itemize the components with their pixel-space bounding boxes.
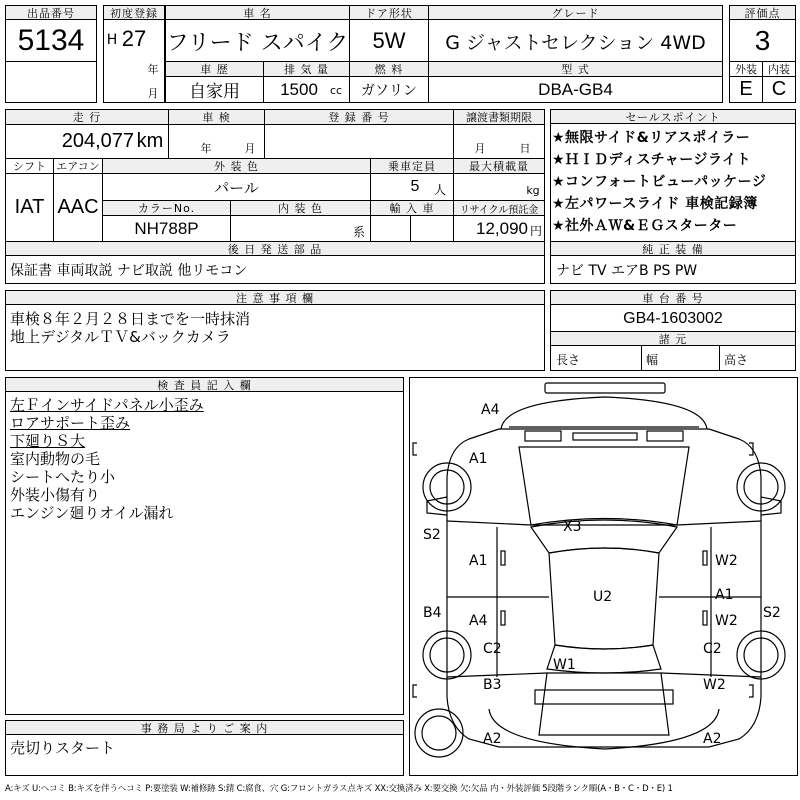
damage-mark: A1: [469, 553, 488, 569]
door-type: 5W: [372, 28, 406, 53]
genuine-label: 純 正 装 備: [551, 242, 795, 256]
shift: IAT: [14, 196, 45, 218]
damage-mark: U2: [593, 589, 613, 605]
history-label: 車 歴: [166, 62, 263, 76]
damage-mark: B4: [423, 605, 442, 621]
intcolor-label: 内 装 色: [231, 201, 370, 215]
damage-mark: S2: [763, 605, 781, 621]
dims-width: 幅: [646, 352, 659, 367]
ext-score: E: [739, 78, 753, 100]
reg-year: 27: [121, 26, 147, 51]
mileage-unit: km: [136, 129, 164, 152]
model-label: 型 式: [429, 62, 722, 76]
regdate-label: 初度登録: [104, 6, 164, 20]
grade: G ジャストセレクション 4WD: [445, 31, 706, 54]
note-line: 地上デジタルＴＶ&バックカメラ: [10, 328, 231, 346]
genuine-text: ナビ TV エアB PS PW: [556, 263, 698, 279]
inspector-line: 左Ｆインサイドパネル小歪み: [10, 396, 204, 414]
load-unit: kg: [526, 183, 540, 197]
note-line: 車検８年２月２８日までを一時抹消: [10, 310, 251, 328]
later-label: 後 日 発 送 部 品: [6, 242, 544, 256]
capacity: 5: [410, 178, 420, 195]
car-damage-diagram: [409, 377, 798, 776]
int-label: 内装: [768, 63, 790, 76]
fuel-label: 燃 料: [350, 62, 428, 76]
inspector-label: 検 査 員 記 入 欄: [6, 378, 403, 392]
inspect-month-unit: 月: [244, 142, 256, 155]
score: 3: [754, 25, 771, 56]
damage-mark: B3: [483, 677, 502, 693]
sales-label: セールスポイント: [551, 110, 795, 124]
later-text: 保証書 車両取説 ナビ取説 他リモコン: [10, 263, 248, 279]
inspector-line: 室内動物の毛: [10, 450, 101, 468]
damage-mark: A2: [483, 731, 502, 747]
notes-label: 注 意 事 項 欄: [6, 291, 544, 305]
recycle-label: リサイクル預託金: [454, 201, 544, 215]
era: H: [106, 32, 118, 48]
disp-label: 排 気 量: [264, 62, 349, 76]
sales-point: ★コンフォートビューパッケージ: [552, 174, 767, 190]
car-label: 車 名: [166, 6, 349, 20]
office-label: 事 務 局 よ り ご 案 内: [6, 721, 403, 735]
model-code: DBA-GB4: [538, 79, 613, 99]
legend: A:キズ U:ヘコミ B:キズを伴うヘコミ P:要塗装 W:補修跡 S:錆 C:腐食、穴 G:フロントガラス点キズ XX:交換済み X:要交換 欠:欠品 内・外装評価 5段階ランク順(A・B・C・D・E) 1: [5, 784, 673, 794]
damage-mark: A4: [481, 402, 500, 418]
inspector-line: エンジン廻りオイル漏れ: [10, 504, 174, 522]
inspector-lines: [10, 396, 204, 522]
inspect-year-unit: 年: [200, 142, 212, 155]
ext-label: 外装: [735, 63, 757, 76]
inspector-line: 下廻りＳ大: [10, 432, 86, 450]
damage-mark: C2: [483, 641, 502, 657]
sales-point: ★ＨＩＤディスチャージライト: [552, 152, 752, 168]
damage-mark: A4: [469, 613, 488, 629]
damage-mark: W2: [715, 613, 738, 629]
damage-mark: S2: [423, 527, 441, 543]
fuel: ガソリン: [361, 82, 417, 99]
color-label: 外 装 色: [103, 159, 370, 173]
recycle-unit: 円: [529, 223, 542, 238]
color-number: NH788P: [134, 218, 199, 238]
capacity-unit: 人: [433, 182, 446, 197]
damage-mark: W2: [703, 677, 726, 693]
inspector-line: ロアサポート歪み: [10, 414, 131, 432]
damage-mark: C2: [703, 641, 722, 657]
dims-label: 諸 元: [551, 332, 795, 346]
recycle-fee: 12,090: [476, 219, 528, 238]
plate-label: 登 録 番 号: [265, 110, 453, 124]
damage-mark: X3: [563, 519, 582, 535]
sales-point: ★無限サイド&リアスポイラー: [552, 130, 751, 146]
damage-mark: A1: [469, 451, 488, 467]
history: 自家用: [189, 82, 240, 102]
damage-mark: A1: [715, 587, 734, 603]
dims-length: 長さ: [556, 352, 581, 367]
mileage-label: 走 行: [6, 110, 168, 124]
sales-point: ★左パワースライド 車検記録簿: [552, 196, 758, 212]
inspect-label: 車 検: [169, 110, 264, 124]
dims-height: 高さ: [724, 352, 749, 367]
disp-unit: cc: [329, 83, 343, 97]
car-name: フリード スパイク: [166, 30, 349, 56]
mileage: 204,077: [61, 129, 134, 152]
intcolor-unit: 系: [352, 224, 365, 239]
ac: AAC: [57, 196, 99, 218]
int-score: C: [771, 78, 787, 100]
sales-point: ★社外ＡＷ&ＥＧスターター: [552, 218, 738, 234]
inspector-line: 外装小傷有り: [10, 486, 101, 504]
chassis-label: 車 台 番 号: [551, 291, 795, 305]
shift-label: シフト: [13, 160, 46, 173]
month-unit: 月: [147, 87, 159, 100]
score-label: 評価点: [730, 6, 795, 20]
lot-number: 5134: [17, 24, 85, 57]
chassis-number: GB4-1603002: [623, 309, 723, 327]
damage-mark: W2: [715, 553, 738, 569]
damage-mark: W1: [553, 657, 576, 673]
transfer-label: 譲渡書類期限: [454, 110, 544, 124]
load-label: 最大積載量: [454, 159, 544, 173]
door-label: ドア形状: [350, 6, 428, 20]
office-text: 売切りスタート: [10, 738, 116, 757]
displacement: 1500: [280, 79, 318, 99]
color: パール: [214, 178, 259, 197]
ac-label: エアコン: [56, 160, 100, 173]
grade-label: グレード: [429, 6, 722, 20]
colorno-label: カラーNo.: [103, 201, 230, 215]
import-label: 輸 入 車: [371, 201, 453, 215]
transfer-day-unit: 日: [519, 142, 531, 155]
damage-mark: A2: [703, 731, 722, 747]
lot-label: 出品番号: [6, 6, 96, 20]
notes-lines: [10, 310, 250, 346]
year-unit: 年: [147, 63, 159, 76]
transfer-month-unit: 月: [474, 142, 486, 155]
inspector-line: シートへたり小: [10, 468, 116, 486]
capacity-label: 乗車定員: [371, 159, 453, 173]
